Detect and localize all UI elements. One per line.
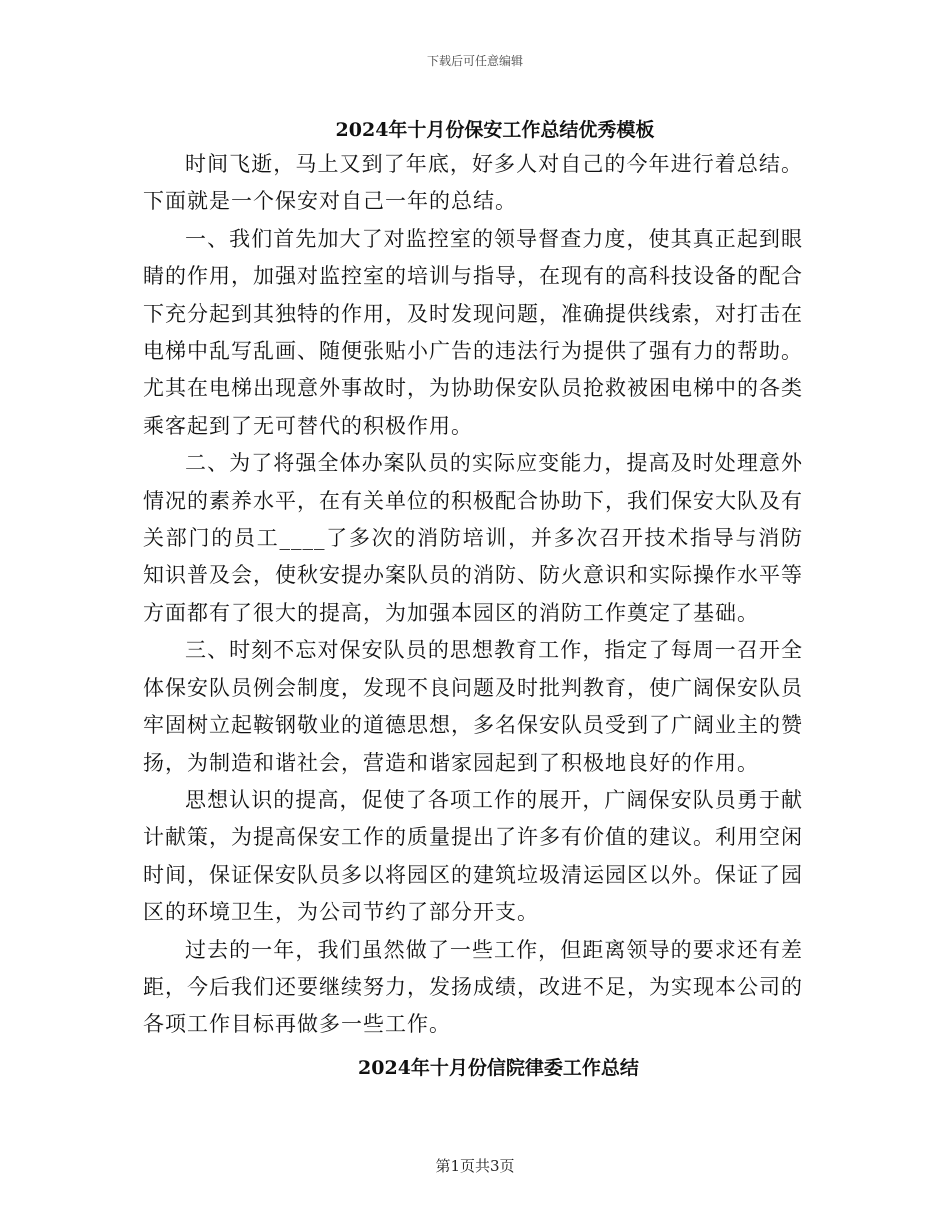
paragraph-conclusion: 过去的一年，我们虽然做了一些工作，但距离领导的要求还有差距，今后我们还要继续努力，发扬成绩，改进不足，为实现本公司的各项工作目标再做多一些工作。	[143, 937, 803, 1037]
next-section-title: 2024年十月份信院律委工作总结	[358, 1057, 639, 1079]
paragraph-section-2: 二、为了将强全体办案队员的实际应变能力，提高及时处理意外情况的素养水平，在有关单位的积极配合协助下，我们保安大队及有关部门的员工____了多次的消防培训，并多次召开技术指导与消防知识普及会，使秋安提办案队员的消防、防火意识和实际操作水平等方面都有了很大的提高，为加强本园区的消防工作奠定了基础。	[143, 451, 803, 625]
paragraph-section-3: 三、时刻不忘对保安队员的思想教育工作，指定了每周一召开全体保安队员例会制度，发现不良问题及时批判教育，使广阔保安队员牢固树立起鞍钢敬业的道德思想，多名保安队员受到了广阔业主的赞扬，为制造和谐社会，营造和谐家园起到了积极地良好的作用。	[143, 638, 803, 775]
paragraph-section-1: 一、我们首先加大了对监控室的领导督查力度，使其真正起到眼睛的作用，加强对监控室的培训与指导，在现有的高科技设备的配合下充分起到其独特的作用，及时发现问题，准确提供线索，对打击在电梯中乱写乱画、随便张贴小广告的违法行为提供了强有力的帮助。尤其在电梯出现意外事故时，为协助保安队员抢救被困电梯中的各类乘客起到了无可替代的积极作用。	[143, 226, 803, 438]
paragraph-intro: 时间飞逝，马上又到了年底，好多人对自己的今年进行着总结。下面就是一个保安对自己一年的总结。	[143, 152, 803, 214]
header-note: 下载后可任意编辑	[426, 54, 523, 68]
document-body	[143, 146, 803, 1044]
paragraph-awareness: 思想认识的提高，促使了各项工作的展开，广阔保安队员勇于献计献策，为提高保安工作的质量提出了许多有价值的建议。利用空闲时间，保证保安队员多以将园区的建筑垃圾清运园区以外。保证了园区的环境卫生，为公司节约了部分开支。	[143, 787, 803, 925]
document-title: 2024年十月份保安工作总结优秀模板	[335, 119, 655, 141]
page-indicator: 第1页共3页	[435, 1157, 515, 1175]
